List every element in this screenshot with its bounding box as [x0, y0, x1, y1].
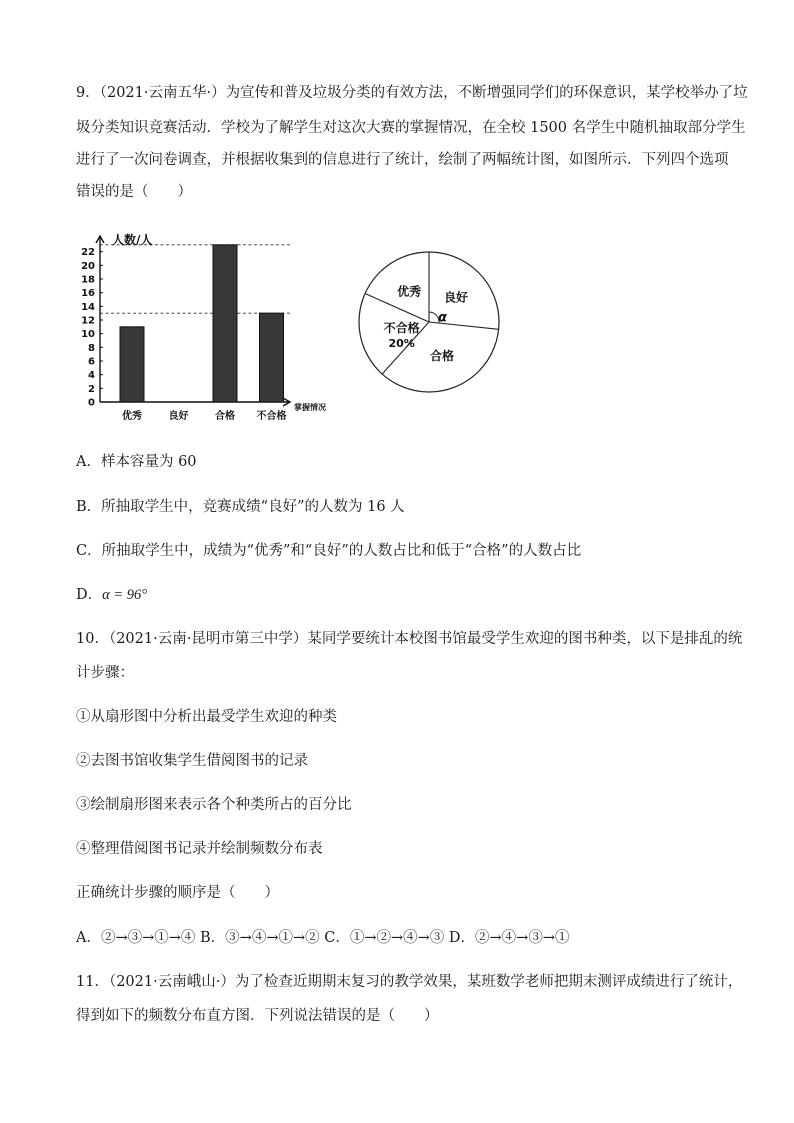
bar-chart-category-label: 不合格: [256, 411, 287, 422]
pie-chart-slice-label: 良好: [444, 290, 469, 305]
q9-text-line-4: 错误的是（ ）: [76, 184, 192, 200]
bar-chart-y-tick-label: 22: [81, 247, 95, 259]
q11-text-line-2: 得到如下的频数分布直方图．下列说法错误的是（ ）: [76, 1008, 439, 1024]
pie-chart-angle-label: α: [438, 310, 447, 326]
bar-chart: [78, 226, 338, 431]
q9-text-line-3: 进行了一次问卷调查，并根据收集到的信息进行了统计，绘制了两幅统计图，如图所示．下列四个选项: [76, 152, 729, 168]
pie-chart-slice-label: 合格: [430, 348, 455, 363]
q10-step-4: ④整理借阅图书记录并绘制频数分布表: [76, 841, 323, 857]
q9-option-d: [76, 585, 147, 605]
q11-text-line-1: 11．（2021·云南峨山·）为了检查近期期末复习的教学效果，某班数学老师把期末测评成绩进行了统计，: [76, 974, 743, 990]
bar-chart-y-tick-label: 14: [81, 301, 95, 313]
q10-step-1: ①从扇形图中分析出最受学生欢迎的种类: [76, 709, 337, 725]
bar-chart-y-tick-label: 8: [88, 342, 95, 354]
bar-chart-x-axis-label: 掌握情况: [294, 403, 326, 412]
bar-chart-y-tick-label: 12: [81, 315, 95, 327]
bar-chart-bars: [120, 245, 284, 402]
q10-text-line-1: 10．（2021·云南·昆明市第三中学）某同学要统计本校图书馆最受学生欢迎的图书种类，以下是排乱的统: [76, 631, 743, 647]
bar-chart-category-labels: [122, 409, 287, 422]
pie-chart-slice-label: 优秀: [397, 284, 422, 299]
bar-chart-bar: [260, 313, 284, 402]
q9-option-b: B．所抽取学生中，竞赛成绩“良好”的人数为 16 人: [76, 499, 405, 515]
bar-chart-reference-lines: [100, 245, 290, 313]
bar-chart-y-tick-label: 0: [88, 397, 95, 409]
bar-chart-bar: [120, 327, 144, 402]
bar-chart-category-label: 良好: [168, 411, 189, 422]
bar-chart-y-tick-label: 4: [88, 370, 95, 382]
q10-options: A．②→③→①→④ B．③→④→①→② C．①→②→④→③ D．②→④→③→①: [76, 930, 570, 946]
q9-option-c: C．所抽取学生中，成绩为“优秀”和“良好”的人数占比和低于“合格”的人数占比: [76, 543, 582, 559]
bar-chart-y-tick-label: 20: [81, 260, 95, 272]
q9-option-d-label: D．: [76, 587, 103, 603]
q9-option-a: A．样本容量为 60: [76, 454, 197, 470]
q10-step-3: ③绘制扇形图来表示各个种类所占的百分比: [76, 797, 352, 813]
bar-chart-y-tick-label: 16: [81, 288, 95, 300]
bar-chart-y-axis-label: 人数/人: [112, 233, 153, 247]
bar-chart-category-label: 合格: [215, 411, 235, 422]
q9-text-line-1: 9．（2021·云南五华·）为宣传和普及垃圾分类的有效方法，不断增强同学们的环保意识，某学校举办了垃: [76, 85, 748, 101]
bar-chart-category-label: 优秀: [122, 411, 142, 422]
bar-chart-y-tick-label: 10: [81, 329, 95, 341]
bar-chart-y-tick-label: 6: [88, 356, 95, 368]
q10-step-2: ②去图书馆收集学生借阅图书的记录: [76, 753, 308, 769]
bar-chart-y-tick-label: 18: [81, 274, 95, 286]
pie-chart: [356, 226, 516, 416]
q9-option-d-math: α = 96°: [102, 587, 148, 603]
q9-text-line-2: 圾分类知识竞赛活动．学校为了解学生对这次大赛的掌握情况，在全校 1500 名学生中随机抽取部分学生: [76, 120, 746, 136]
bar-chart-bar: [213, 245, 237, 402]
bar-chart-y-tick-label: 2: [88, 383, 95, 395]
pie-chart-slice-percent: 20%: [388, 336, 415, 350]
pie-chart-slice-label: 不合格: [383, 320, 420, 335]
q10-text-line-2: 计步骤：: [76, 665, 134, 681]
q10-question: 正确统计步骤的顺序是（ ）: [76, 885, 279, 901]
